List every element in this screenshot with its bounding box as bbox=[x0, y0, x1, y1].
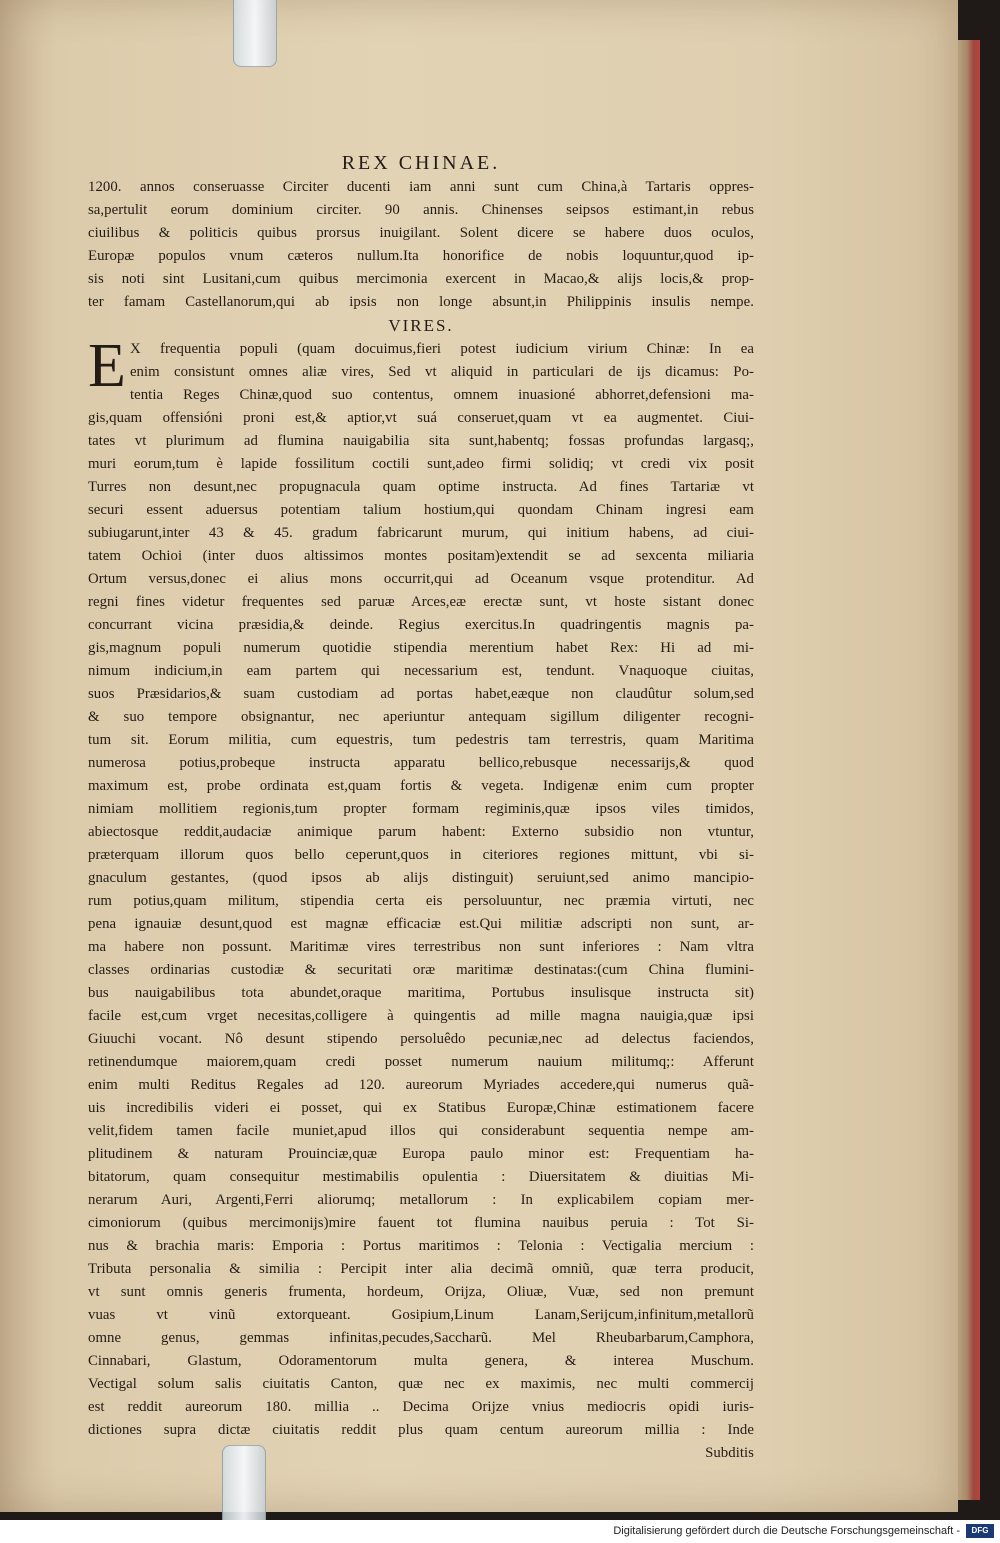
footer-bar bbox=[0, 1520, 1000, 1543]
text-line: Cinnabari, Glastum, Odoramentorum multa genera, & interea Muschum. bbox=[88, 1353, 754, 1369]
text-line: numerosa potius,probeque instructa apparatu bellico,rebusque necessarijs,& quod bbox=[88, 755, 754, 771]
intro-paragraph bbox=[88, 176, 754, 314]
text-line: maximum est, probe ordinata est,quam fortis & vegeta. Indigenæ enim cum propter bbox=[88, 778, 754, 794]
dfg-logo-icon: DFG bbox=[966, 1524, 994, 1538]
text-line: præterquam illorum quos bello ceperunt,quos in citeriores regiones mittunt, vbi si- bbox=[88, 847, 754, 863]
body-paragraph bbox=[88, 332, 754, 1442]
footer-text: Digitalisierung gefördert durch die Deutsche Forschungsgemeinschaft - bbox=[613, 1525, 960, 1537]
text-line: tatem Ochioi (inter duos altissimos montes positam)extendit se ad sexcenta miliaria bbox=[88, 548, 754, 564]
text-line: uis incredibilis videri ei posset, qui ex Statibus Europæ,Chinæ estimationem facere bbox=[88, 1100, 754, 1116]
text-line: nimiam mollitiem regionis,tum propter formam regiminis,quæ ipsos viles timidos, bbox=[88, 801, 754, 817]
text-line: sis noti sint Lusitani,cum quibus mercimonia exercent in Macao,& alijs locis,& prop- bbox=[88, 271, 754, 287]
page-clip-top bbox=[233, 0, 277, 67]
text-line: regni fines videtur frequentes sed paruæ Arces,eæ erectæ sunt, vt hoste sistant donec bbox=[88, 594, 754, 610]
text-line: sa,pertulit eorum dominium circiter. 90 annis. Chinenses seipsos estimant,in rebus bbox=[88, 202, 754, 218]
text-line: gis,quam offensióni proni est,& aptior,vt suá conseruet,quam vt ea augmentet. Ciui- bbox=[88, 410, 754, 426]
text-line: tates vt plurimum ad flumina nauigabilia sita sunt,habentq; fossas profundas largasq;, bbox=[88, 433, 754, 449]
text-line: X frequentia populi (quam docuimus,fieri potest iudicium virium Chinæ: In ea bbox=[129, 341, 754, 357]
text-line: Ortum versus,donec ei alius mons occurrit,qui ad Oceanum vsque protenditur. Ad bbox=[88, 571, 754, 587]
text-line: & suo tempore obsignantur, nec aperiuntur antequam sigillum diligenter recogni- bbox=[88, 709, 754, 725]
text-line: suos Præsidarios,& suam custodiam ad portas habet,eæque non claudûtur solum,sed bbox=[88, 686, 754, 702]
text-line: vt sunt omnis generis frumenta, hordeum, Orijza, Oliuæ, Vuæ, sed non premunt bbox=[88, 1284, 754, 1300]
text-line: abiectosque reddit,audaciæ animique parum habent: Externo subsidio non vtuntur, bbox=[88, 824, 754, 840]
text-line: tentia Reges Chinæ,quod suo contentus, omnem inuasioné abhorret,defensioni ma- bbox=[129, 387, 754, 403]
text-line: pena ignauiæ desunt,quod est magnæ efficaciæ est.Qui militiæ adscripti non sunt, ar- bbox=[88, 916, 754, 932]
text-line: bus nauigabilibus tota abundet,oraque maritima, Portubus insulisque instructa sit) bbox=[88, 985, 754, 1001]
text-line: Vectigal solum salis ciuitatis Canton, quæ nec ex maximis, nec multi commercij bbox=[88, 1376, 754, 1392]
text-line: est reddit aureorum 180. millia .. Decima Orijze vnius mediocris opidi iuris- bbox=[88, 1399, 754, 1415]
text-line: bitatorum, quam consequitur mestimabilis opulentia : Diuersitatem & diuitias Mi- bbox=[88, 1169, 754, 1185]
text-line: Europæ populos vnum cæteros nullum.Ita honorifice de nobis loquuntur,quod ip- bbox=[88, 248, 754, 264]
text-line: enim multi Reditus Regales ad 120. aureorum Myriades accedere,qui numerus quã- bbox=[88, 1077, 754, 1093]
text-line: velit,fidem tamen facile muniet,apud illos qui considerabunt sequentia nempe am- bbox=[88, 1123, 754, 1139]
text-line: subiugarunt,inter 43 & 45. gradum fabricarunt murum, qui initium habens, ad ciui- bbox=[88, 525, 754, 541]
text-line: vuas vt vinũ extorqueant. Gosipium,Linum Lanam,Serijcum,infinitum,metallorũ bbox=[88, 1307, 754, 1323]
text-line: ma habere non possunt. Maritimæ vires terrestribus non sunt inferiores : Nam vltra bbox=[88, 939, 754, 955]
text-line: Tributa personalia & similia : Percipit inter alia decimã omniũ, quæ terra producit, bbox=[88, 1261, 754, 1277]
text-line: ciuilibus & politicis quibus prorsus inuigilant. Solent dicere se habere duos oculos, bbox=[88, 225, 754, 241]
text-line: 1200. annos conseruasse Circiter ducenti iam anni sunt cum China,à Tartaris oppres- bbox=[88, 179, 754, 195]
running-head: REX CHINAE. bbox=[341, 152, 501, 174]
page-clip-bottom bbox=[222, 1445, 266, 1527]
text-line: enim consistunt omnes aliæ vires, Sed vt aliquid in particulari de ijs dicamus: Po- bbox=[129, 364, 754, 380]
text-line: nerarum Auri, Argenti,Ferri aliorumq; metallorum : In explicabilem copiam mer- bbox=[88, 1192, 754, 1208]
text-line: omne genus, gemmas infinitas,pecudes,Saccharũ. Mel Rheubarbarum,Camphora, bbox=[88, 1330, 754, 1346]
text-line: tum sit. Eorum militia, cum equestris, tum pedestris tam terrestris, quam Maritima bbox=[88, 732, 754, 748]
page-text bbox=[88, 150, 754, 1465]
text-line: plitudinem & naturam Prouinciæ,quæ Europa paulo minor est: Frequentiam ha- bbox=[88, 1146, 754, 1162]
text-line: facile est,cum vrget necesitas,colligere à quingentis ad mille magna nauigia,quæ ipsi bbox=[88, 1008, 754, 1024]
text-line: gnaculum gestantes, (quod ipsos ab alijs distinguit) seruiunt,sed animo mancipio- bbox=[88, 870, 754, 886]
text-line: nimum indicium,in eam partem qui necessarium est, tendunt. Vnaquoque ciuitas, bbox=[88, 663, 754, 679]
text-line: ter famam Castellanorum,qui ab ipsis non longe absunt,in Philippinis insulis nempe. bbox=[88, 294, 754, 310]
text-line: Turres non desunt,nec propugnacula quam optime instructa. Ad fines Tartariæ vt bbox=[88, 479, 754, 495]
text-line: cimoniorum (quibus mercimonijs)mire fauent tot flumina nauibus peruia : Tot Si- bbox=[88, 1215, 754, 1231]
text-line: classes ordinarias custodiæ & securitati oræ maritimæ destinatas:(cum China flumini- bbox=[88, 962, 754, 978]
catchword: Subditis bbox=[705, 1445, 754, 1461]
text-line: securi essent aduersus potentiam talium hostium,qui quondam Chinam ingresi eam bbox=[88, 502, 754, 518]
text-line: retinendumque maiorem,quam credi posset numerum nauium militumq;: Afferunt bbox=[88, 1054, 754, 1070]
text-line: nus & brachia maris: Emporia : Portus maritimos : Telonia : Vectigalia mercium : bbox=[88, 1238, 754, 1254]
text-line: dictiones supra dictæ ciuitatis reddit plus quam centum aureorum millia : Inde bbox=[88, 1422, 754, 1438]
page-edge bbox=[958, 40, 980, 1500]
text-line: rum potius,quam militum, stipendia certa eis persoluuntur, nec præmia virtuti, nec bbox=[88, 893, 754, 909]
text-line: Giuuchi vocant. Nô desunt stipendo persoluêdo pecuniæ,nec ad delectus faciendos, bbox=[88, 1031, 754, 1047]
drop-cap: E bbox=[88, 332, 126, 400]
section-heading: VIRES. bbox=[388, 316, 454, 335]
text-line: gis,magnum populi numerum quotidie stipendia merentium habet Rex: Hi ad mi- bbox=[88, 640, 754, 656]
text-line: concurrant vicina præsidia,& deinde. Regius exercitus.In quadringentis magnis pa- bbox=[88, 617, 754, 633]
text-line: muri eorum,tum è lapide fossilitum coctili sunt,adeo firmi solidiq; vt credi vix posit bbox=[88, 456, 754, 472]
